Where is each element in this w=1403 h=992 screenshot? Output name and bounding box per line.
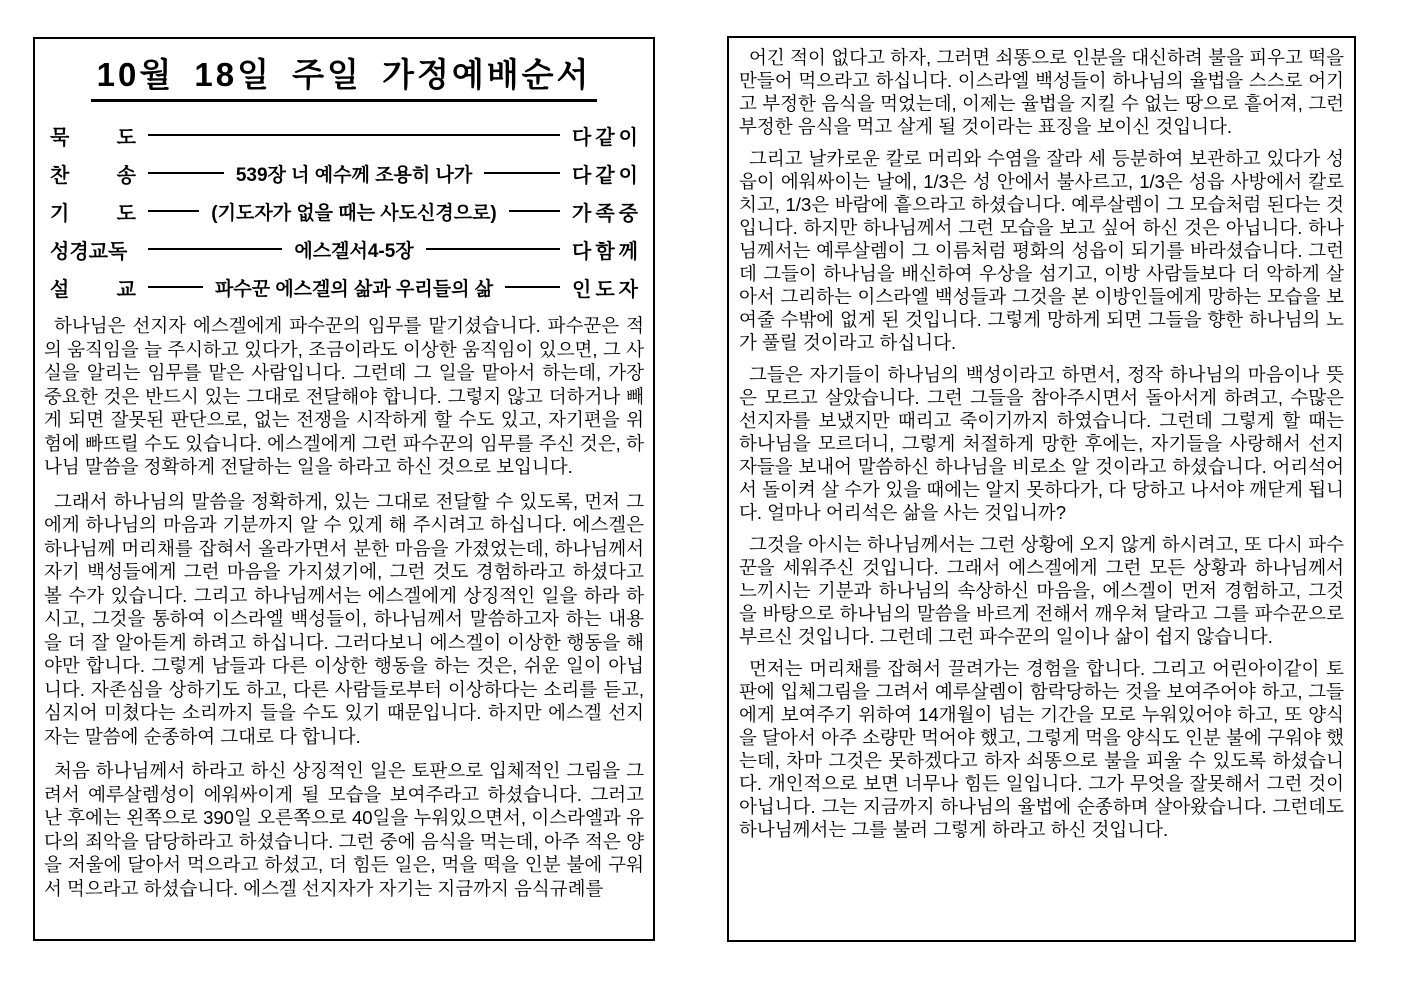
service-middle-text: 539장 너 예수께 조용히 나가 bbox=[235, 164, 473, 186]
bulletin-right-sheet bbox=[727, 36, 1356, 942]
service-item-label: 기 도 bbox=[50, 202, 136, 225]
service-assignee: 가족중 bbox=[572, 202, 643, 225]
paragraph: 그리고 날카로운 칼로 머리와 수염을 잘라 세 등분하여 보관하고 있다가 성읍이 에워싸이는 날에, 1/3은 성 안에서 불사르고, 1/3은 성읍 사방에서 칼로 치고, 1/3은 바람에 흩으라고 하셨습니다. 예루살렘이 그 모습처럼 된다는 것입니다. 하지만 하나님께서 그런 모습을 보고 싶어 하신 것은 아닙니다. 하나님께서는 예루살렘이 그 이름처럼 평화의 성읍이 되기를 바라셨습니다. 그런데 그들이 하나님을 배신하여 우상을 섬기고, 이방 사람들보다 더 악하게 살아서 그리하는 이스라엘 백성들과 그것을 본 이방인들에게 망하는 모습을 보여줄 수밖에 없게 된 것입니다. 그렇게 망하게 되면 그들을 향한 하나님의 노가 풀릴 것이라고 하십니다. bbox=[739, 148, 1344, 353]
service-row-silent-prayer bbox=[50, 116, 642, 154]
paragraph: 그것을 아시는 하나님께서는 그런 상황에 오지 않게 하시려고, 또 다시 파수꾼을 세워주신 것입니다. 그래서 에스겔에게 그런 모든 상황과 하나님께서 느끼시는 기분과 하나님의 속상하신 마음을, 에스겔이 먼저 경험하고, 그것을 바탕으로 하나님의 말씀을 바르게 전해서 깨우쳐 달라고 그를 파수꾼으로 부르신 것입니다. 그런데 그런 파수꾼의 일이나 삶이 쉽지 않습니다. bbox=[739, 534, 1344, 647]
service-assignee: 다같이 bbox=[572, 164, 643, 187]
service-line bbox=[148, 248, 282, 250]
paragraph: 하나님은 선지자 에스겔에게 파수꾼의 임무를 맡기셨습니다. 파수꾼은 적의 움직임을 늘 주시하고 있다가, 조금이라도 이상한 움직임이 있으면, 그 사실을 알리는 임무를 맡은 사람입니다. 그런데 그 일을 맡아서 하는데, 가장 중요한 것은 반드시 있는 그대로 전달해야 합니다. 그렇지 않고 더하거나 빼게 되면 잘못된 판단으로, 없는 전쟁을 시작하게 할 수도 있고, 자기편을 위험에 빠뜨릴 수도 있습니다. 에스겔에게 그런 파수꾼의 임무를 주신 것은, 하나님 말씀을 정확하게 전달하는 일을 하라고 하신 것으로 보입니다. bbox=[44, 315, 644, 477]
service-line bbox=[426, 248, 560, 250]
paragraph: 처음 하나님께서 하라고 하신 상징적인 일은 토판으로 입체적인 그림을 그려서 예루살렘성이 에워싸이게 될 모습을 보여주라고 하셨습니다. 그러고 난 후에는 왼쪽으로 390일 오른쪽으로 40일을 누워있으면서, 이스라엘과 유다의 죄악을 담당하라고 하셨습니다. 그런 중에 음식을 먹는데, 아주 적은 양을 저울에 달아서 먹으라고 하셨고, 더 힘든 일은, 먹을 떡을 인분 불에 구워서 먹으라고 하셨습니다. 에스겔 선지자가 자기는 지금까지 음식규례를 bbox=[44, 760, 644, 899]
service-item-label: 묵 도 bbox=[50, 126, 136, 149]
service-assignee: 다함께 bbox=[572, 240, 643, 263]
service-line bbox=[148, 286, 203, 288]
service-middle-text: (기도자가 없을 때는 사도신경으로) bbox=[211, 202, 497, 224]
paragraph: 어긴 적이 없다고 하자, 그러면 쇠똥으로 인분을 대신하려 불을 피우고 떡을 만들어 먹으라고 하십니다. 이스라엘 백성들이 하나님의 율법을 스스로 어기고 부정한 음식을 먹었는데, 이제는 율법을 지킬 수 없는 땅으로 흩어져, 그런 부정한 음식을 먹고 살게 될 것이라는 표징을 보이신 것입니다. bbox=[739, 47, 1344, 137]
service-line bbox=[148, 210, 199, 212]
service-item-label: 찬 송 bbox=[50, 164, 136, 187]
sermon-text-right-column bbox=[739, 46, 1344, 841]
bulletin-left-sheet bbox=[33, 37, 655, 941]
service-middle-text: 파수꾼 에스겔의 삶과 우리들의 삶 bbox=[214, 278, 494, 300]
service-middle-text: 에스겔서4-5장 bbox=[294, 240, 414, 262]
title-wrap bbox=[44, 49, 644, 102]
service-line bbox=[505, 286, 560, 288]
service-row-scripture-reading bbox=[50, 230, 643, 268]
paragraph: 먼저는 머리채를 잡혀서 끌려가는 경험을 합니다. 그리고 어린아이같이 토판에 입체그림을 그려서 예루살렘이 함락당하는 것을 보여주어야 하고, 그들에게 보여주기 위하여 14개월이 넘는 기간을 모로 누워있어야 하고, 또 양식을 달아서 아주 소량만 먹어야 했고, 그렇게 먹을 양식도 인분 불에 구워야 했는데, 차마 그것은 못하겠다고 하자 쇠똥으로 불을 피울 수 있도록 하셨습니다. 개인적으로 보면 너무나 힘든 일입니다. 그가 무엇을 잘못해서 그런 것이 아닙니다. 그는 지금까지 하나님의 율법에 순종하며 살아왔습니다. 그런데도 하나님께서는 그를 불러 그렇게 하라고 하신 것입니다. bbox=[739, 658, 1344, 840]
service-item-label: 설 교 bbox=[50, 278, 136, 301]
service-assignee: 다같이 bbox=[572, 126, 642, 149]
sermon-text-left-column bbox=[44, 314, 644, 900]
service-row-prayer bbox=[50, 192, 643, 230]
service-row-hymn bbox=[50, 154, 643, 192]
page-title: 10월 18일 주일 가정예배순서 bbox=[91, 49, 598, 102]
service-line bbox=[484, 172, 560, 174]
service-assignee: 인도자 bbox=[572, 278, 643, 301]
paragraph: 그들은 자기들이 하나님의 백성이라고 하면서, 정작 하나님의 마음이나 뜻은 모르고 살았습니다. 그런 그들을 참아주시면서 돌아서게 하려고, 수많은 선지자를 보냈지만 때리고 죽이기까지 하였습니다. 그런데 그렇게 할 때는 하나님을 모르더니, 그렇게 처절하게 망한 후에는, 자기들을 사랑해서 선지자들을 보내어 말씀하신 하나님을 비로소 알 것이라고 하셨습니다. 어리석어서 돌이켜 살 수가 있을 때에는 알지 못하다가, 다 당하고 나서야 깨닫게 됩니다. 얼마나 어리석은 삶을 사는 것입니까? bbox=[739, 364, 1344, 523]
service-line bbox=[148, 172, 224, 174]
paragraph: 그래서 하나님의 말씀을 정확하게, 있는 그대로 전달할 수 있도록, 먼저 그에게 하나님의 마음과 기분까지 알 수 있게 해 주시려고 하십니다. 에스겔은 하나님께 머리채를 잡혀서 올라가면서 분한 마음을 가졌었는데, 하나님께서 자기 백성들에게 그런 마음을 가지셨기에, 그런 것도 경험하라고 하셨다고 볼 수가 있습니다. 그리고 하나님께서는 에스겔에게 상징적인 일을 하라 하시고, 그것을 통하여 이스라엘 백성들이, 하나님께서 말씀하고자 하는 내용을 더 잘 알아듣게 하려고 하십니다. 그러다보니 에스겔이 이상한 행동을 해야만 합니다. 그렇게 남들과 다른 이상한 행동을 하는 것은, 쉬운 일이 아닙니다. 자존심을 상하기도 하고, 다른 사람들로부터 이상하다는 소리를 듣고, 심지어 미쳤다는 소리까지 들을 수도 있기 때문입니다. 하지만 에스겔 선지자는 말씀에 순종하여 그대로 다 합니다. bbox=[44, 490, 644, 747]
service-item-label: 성경교독 bbox=[50, 240, 128, 263]
service-line bbox=[509, 210, 560, 212]
service-line bbox=[148, 134, 560, 136]
order-of-service bbox=[50, 116, 643, 306]
service-row-sermon bbox=[50, 268, 643, 306]
